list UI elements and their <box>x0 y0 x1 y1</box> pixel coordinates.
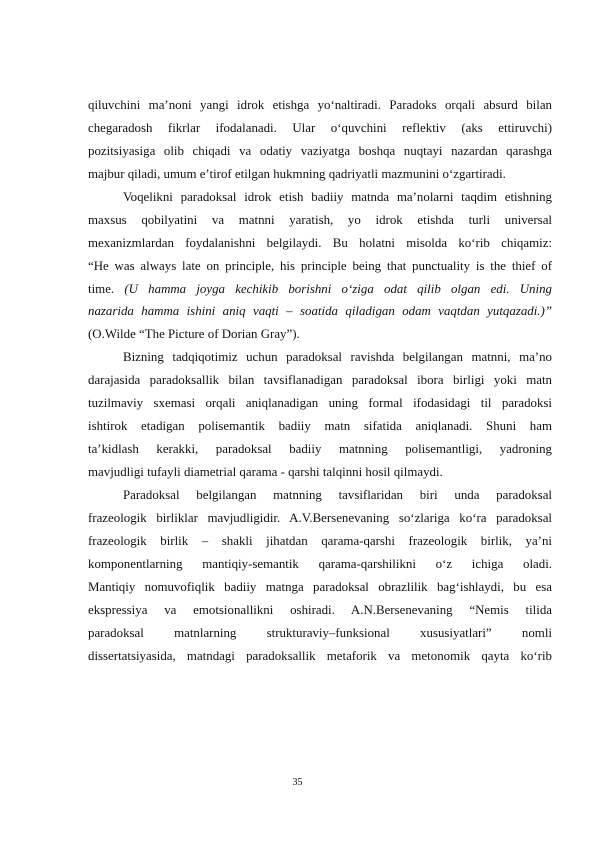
italic-translation: nazarida hamma ishini aniq vaqti – soatida qiladigan odam vaqtdan yutqazadi.)” <box>88 304 552 319</box>
page-number: 35 <box>292 777 303 788</box>
text-line: Voqelikni paradoksal idrok etish badiiy matnda ma’nolarni taqdim etishning <box>123 189 552 204</box>
text-line: maxsus qobilyatini va matnni yaratish, yo idrok etishda turli universal <box>88 212 552 227</box>
text-line: ta’kidlash kerakki, paradoksal badiiy matnning polisemantligi, yadroning <box>88 442 552 457</box>
text-line: majbur qiladi, umum e’tirof etilgan hukmning qadriyatli mazmunini o‘zgartiradi. <box>88 166 506 181</box>
text-line: Bizning tadqiqotimiz uchun paradoksal ravishda belgilangan matnni, ma’no <box>123 350 552 365</box>
text-line: frazeologik birlik – shakli jihatdan qarama-qarshi frazeologik birlik, ya’ni <box>88 533 552 548</box>
text-line: paradoksal matnlarning strukturaviy–funksional xususiyatlari” nomli <box>88 625 552 640</box>
quote-end-text: time. <box>88 281 115 296</box>
text-line: tuzilmaviy sxemasi orqali aniqlanadigan uning formal ifodasidagi til paradoksi <box>88 396 552 411</box>
text-line: ishtirok etadigan polisemantik badiiy matn sifatida aniqlanadi. Shuni ham <box>88 419 552 434</box>
text-line: komponentlarning mantiqiy-semantik qarama-qarshilikni o‘z ichiga oladi. <box>88 556 552 571</box>
text-line: darajasida paradoksallik bilan tavsiflanadigan paradoksal ibora birligi yoki matn <box>88 373 552 388</box>
italic-translation: (U hamma joyga kechikib borishni o‘ziga odat qilib olgan edi. Uning <box>124 281 552 296</box>
text-line: “He was always late on principle, his principle being that punctuality is the thief of <box>88 258 552 273</box>
text-line: frazeologik birliklar mavjudligidir. A.V.Bersenevaning so‘zlariga ko‘ra paradoksal <box>88 510 552 525</box>
text-line <box>88 300 552 323</box>
text-line: Paradoksal belgilangan matnning tavsiflaridan biri unda paradoksal <box>123 487 552 502</box>
text-line: pozitsiyasiga olib chiqadi va odatiy vaziyatga boshqa nuqtayi nazardan qarashga <box>88 143 552 158</box>
citation-line: (O.Wilde “The Picture of Dorian Gray”). <box>88 327 300 342</box>
text-line: ekspressiya va emotsionallikni oshiradi. A.N.Bersenevaning “Nemis tilida <box>88 602 552 617</box>
text-line: dissertatsiyasida, matndagi paradoksallik metaforik va metonomik qayta ko‘rib <box>88 648 552 663</box>
text-line: mavjudligi tufayli diametrial qarama - qarshi talqinni hosil qilmaydi. <box>88 465 443 479</box>
body-text <box>88 94 552 667</box>
text-line: qiluvchini ma’noni yangi idrok etishga yo‘naltiradi. Paradoks orqali absurd bilan <box>88 98 552 112</box>
text-line: mexanizmlardan foydalanishni belgilaydi. Bu holatni misolda ko‘rib chiqamiz: <box>88 235 552 250</box>
text-line: chegaradosh fikrlar ifodalanadi. Ular o‘quvchini reflektiv (aks ettiruvchi) <box>88 120 552 135</box>
text-line <box>88 278 552 301</box>
text-line: Mantiqiy nomuvofiqlik badiiy matnga paradoksal obrazlilik bag‘ishlaydi, bu esa <box>88 579 552 594</box>
